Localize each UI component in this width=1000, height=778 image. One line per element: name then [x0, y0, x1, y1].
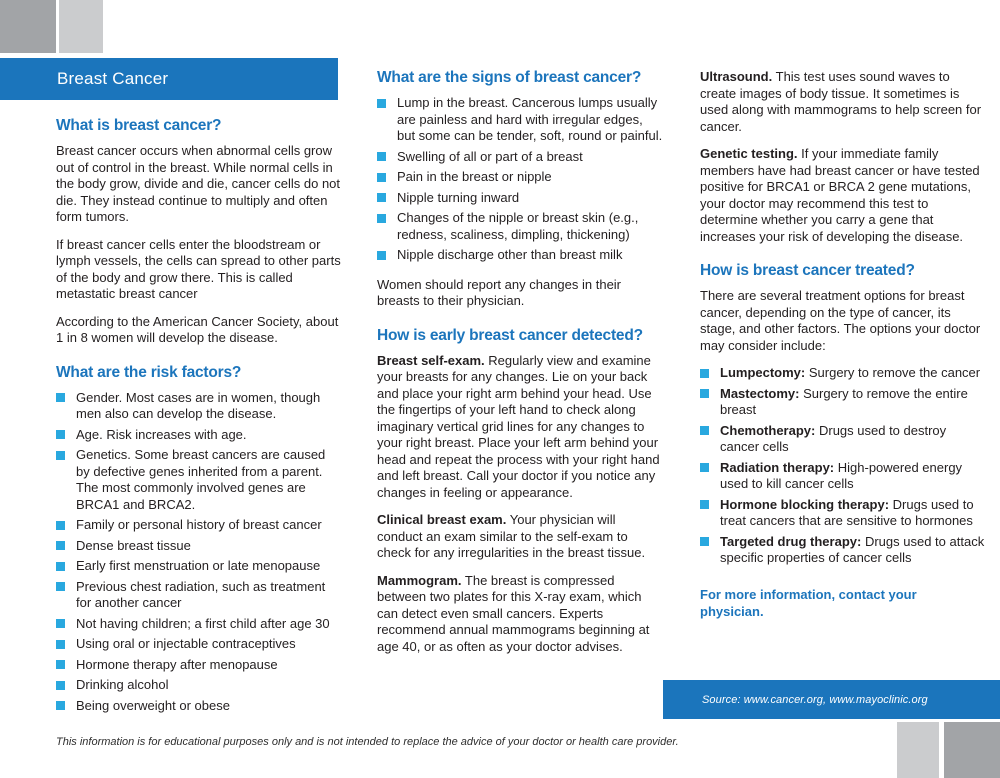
list-item-text: Previous chest radiation, such as treatment for another cancer [76, 578, 326, 610]
heading-detected: How is early breast cancer detected? [377, 326, 643, 344]
treatment-text: Surgery to remove the entire breast [720, 385, 968, 417]
source-bar [663, 680, 1000, 719]
page-title: Breast Cancer [57, 69, 169, 88]
list-item [700, 497, 987, 530]
detection-item-label: Ultrasound. [700, 69, 773, 84]
detection-item [700, 69, 987, 135]
risk-factor-list [56, 390, 342, 715]
detection-item-label: Mammogram. [377, 572, 462, 588]
decor-square-light-bottomright [897, 722, 939, 778]
bullet-square-icon [700, 389, 709, 398]
list-item-text: Gender. Most cases are in women, though men also can develop the disease. [76, 389, 321, 421]
bullet-square-icon [56, 619, 65, 628]
treatment-intro: There are several treatment options for breast cancer, depending on the type of cancer, its stage, and other factors. The options your doctor may consider include: [700, 288, 981, 353]
bullet-square-icon [56, 701, 65, 710]
heading-risk-factors: What are the risk factors? [56, 363, 242, 381]
list-item [56, 657, 342, 674]
treatment-label: Lumpectomy: [720, 365, 806, 380]
list-item-text: Being overweight or obese [76, 697, 230, 713]
list-item [700, 365, 987, 382]
bullet-square-icon [56, 521, 65, 530]
treatment-label: Radiation therapy: [720, 459, 835, 475]
list-item-text: Early first menstruation or late menopause [76, 558, 321, 573]
list-item [377, 149, 664, 166]
list-item-text: Using oral or injectable contraceptives [76, 636, 296, 651]
treatment-label: Mastectomy: [720, 385, 800, 401]
list-item-text: Not having children; a first child after age 30 [76, 615, 330, 631]
list-item-text: Lump in the breast. Cancerous lumps usually are painless and hard with irregular edges, but some can be tender, soft, round or painful. [397, 95, 663, 143]
list-item-text: Hormone therapy after menopause [76, 656, 278, 672]
bullet-square-icon [56, 681, 65, 690]
title-bar [0, 58, 338, 100]
bullet-square-icon [56, 562, 65, 571]
detection-item [377, 512, 664, 562]
bullet-square-icon [377, 214, 386, 223]
bullet-square-icon [700, 426, 709, 435]
treatment-text: Surgery to remove the cancer [808, 365, 981, 380]
bullet-square-icon [377, 193, 386, 202]
column-3 [700, 69, 987, 631]
treatment-text: Drugs used to treat cancers that are sensitive to hormones [720, 496, 974, 528]
detection-item-text: Regularly view and examine your breasts for any changes. Lie on your back and place your right arm behind your head. Use the fingertips of your left hand to check along imaginary vertical grid lines for any changes to your right breast. Place your left arm behind your head and repeat the process with your right hand and left breast. Call your doctor if you notice any changes in feeling or appearance. [377, 352, 660, 500]
list-item [700, 386, 987, 419]
paragraph: If breast cancer cells enter the bloodstream or lymph vessels, the cells can spread to other parts of the body and grow there. This is called metastatic breast cancer [56, 236, 341, 301]
list-item-text: Nipple discharge other than breast milk [397, 247, 623, 262]
list-item-text: Pain in the breast or nipple [397, 169, 552, 184]
bullet-square-icon [377, 152, 386, 161]
bullet-square-icon [377, 99, 386, 108]
bullet-square-icon [377, 173, 386, 182]
list-item [700, 534, 987, 567]
heading-treated: How is breast cancer treated? [700, 262, 915, 279]
list-item-text: Dense breast tissue [76, 537, 191, 553]
bullet-square-icon [56, 640, 65, 649]
detection-item-label: Breast self-exam. [377, 352, 485, 368]
bullet-square-icon [700, 463, 709, 472]
list-item [56, 698, 342, 715]
list-item-text: Genetics. Some breast cancers are caused by defective genes inherited from a parent. The most commonly involved genes are BRCA1 and BRCA2. [76, 447, 326, 512]
bullet-square-icon [700, 369, 709, 378]
treatment-list [700, 365, 987, 567]
paragraph: According to the American Cancer Society, about 1 in 8 women will develop the disease. [56, 313, 339, 345]
detection-item-label: Clinical breast exam. [377, 512, 507, 527]
bullet-square-icon [377, 251, 386, 260]
detection-item-text: This test uses sound waves to create images of body tissue. It sometimes is used along with mammograms to help screen for cancer. [700, 69, 982, 134]
heading-signs: What are the signs of breast cancer? [377, 69, 642, 86]
bullet-square-icon [700, 537, 709, 546]
bullet-square-icon [700, 500, 709, 509]
treatment-label: Hormone blocking therapy: [720, 496, 890, 512]
list-item [377, 169, 664, 186]
list-item [56, 636, 342, 653]
detection-item [700, 146, 987, 245]
list-item-text: Nipple turning inward [397, 189, 520, 205]
signs-list [377, 95, 664, 264]
list-item [56, 538, 342, 555]
decor-square-dark-bottomright [944, 722, 1000, 778]
list-item [377, 190, 664, 207]
list-item [56, 677, 342, 694]
bullet-square-icon [56, 393, 65, 402]
list-item [56, 427, 342, 444]
list-item [56, 390, 342, 423]
treatment-label: Targeted drug therapy: [720, 533, 862, 549]
source-text: Source: www.cancer.org, www.mayoclinic.org [702, 693, 928, 706]
bullet-square-icon [56, 660, 65, 669]
list-item [56, 579, 342, 612]
treatment-text: Drugs used to attack specific properties of cancer cells [720, 533, 985, 565]
detection-item-label: Genetic testing. [700, 146, 798, 161]
list-item-text: Changes of the nipple or breast skin (e.g., redness, scaliness, dimpling, thickening) [397, 210, 639, 242]
list-item [56, 616, 342, 633]
list-item [700, 460, 987, 493]
list-item [377, 247, 664, 264]
list-item-text: Family or personal history of breast cancer [76, 517, 322, 532]
list-item [700, 423, 987, 456]
list-item-text: Age. Risk increases with age. [76, 426, 247, 442]
detection-item [377, 353, 664, 502]
detection-item-text: The breast is compressed between two plates for this X-ray exam, which can detect even small cancers. Experts recommend annual mammograms beginning at age 40, or as often as your doctor advises. [377, 572, 650, 654]
bullet-square-icon [56, 451, 65, 460]
bullet-square-icon [56, 541, 65, 550]
contact-physician-callout: For more information, contact your physician. [700, 586, 917, 619]
list-item-text: Swelling of all or part of a breast [397, 148, 583, 164]
list-item [377, 95, 664, 145]
signs-note: Women should report any changes in their breasts to their physician. [377, 276, 622, 308]
bullet-square-icon [56, 430, 65, 439]
treatment-text: Drugs used to destroy cancer cells [720, 422, 947, 454]
heading-what-is-breast-cancer: What is breast cancer? [56, 117, 222, 134]
bullet-square-icon [56, 582, 65, 591]
detection-item [377, 573, 664, 656]
list-item [56, 447, 342, 513]
detection-item-text: If your immediate family members have had breast cancer or have tested positive for BRCA1 or BRCA 2 gene mutations, your doctor may recommend this test to determine whether you carry a gene that increases your risk of developing the disease. [700, 146, 980, 244]
column-2 [377, 69, 664, 666]
treatment-label: Chemotherapy: [720, 422, 816, 438]
column-1 [56, 117, 342, 718]
treatment-text: High-powered energy used to kill cancer cells [720, 459, 963, 491]
decor-square-light-topleft [59, 0, 103, 53]
list-item [377, 210, 664, 243]
list-item [56, 517, 342, 534]
disclaimer-text: This information is for educational purposes only and is not intended to replace the advice of your doctor or health care provider. [56, 736, 679, 748]
list-item [56, 558, 342, 575]
list-item-text: Drinking alcohol [76, 677, 169, 692]
paragraph: Breast cancer occurs when abnormal cells grow out of control in the breast. While normal cells in the body grow, divide and die, cancer cells do not die. They instead continue to multiply and often form tumors. [56, 143, 341, 224]
decor-square-dark-topleft [0, 0, 56, 53]
detection-item-text: Your physician will conduct an exam similar to the self-exam to check for any irregularities in the breast tissue. [377, 512, 646, 560]
